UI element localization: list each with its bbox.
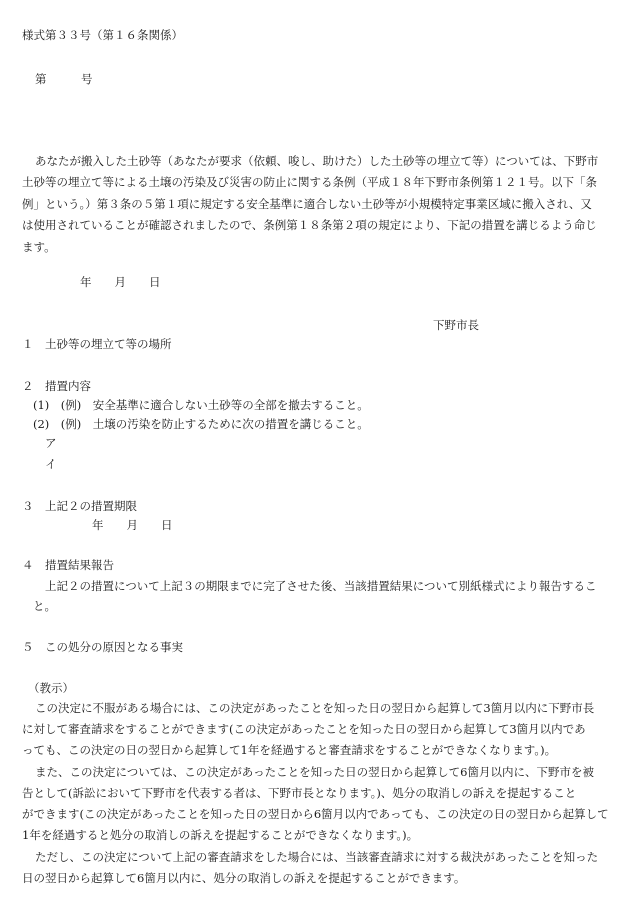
document-number: 第 号 [35, 72, 93, 86]
notice-line: 日の翌日から起算して6箇月以内に、処分の取消しの訴えを提起することができます。 [22, 871, 466, 885]
intro-line: ます。 [22, 240, 56, 254]
section-2-heading: ２ 措置内容 [22, 379, 91, 393]
notice-line: また、この決定については、この決定があったことを知った日の翌日から起算して6箇月以内に、下野市を被 [35, 765, 594, 779]
section-4-text: と。 [33, 599, 56, 613]
issuer-name: 下野市長 [433, 318, 479, 332]
notice-line: ができます(この決定があったことを知った日の翌日から6箇月以内であっても、この決定の日の翌日から起算して [22, 807, 609, 821]
intro-line: 土砂等の埋立て等による土壌の汚染及び災害の防止に関する条例（平成１８年下野市条例第１２１号。以下「条 [22, 175, 597, 189]
section-2-item-2: (2) (例) 土壌の汚染を防止するために次の措置を講じること。 [33, 417, 369, 431]
form-number: 様式第３３号（第１６条関係） [22, 28, 183, 42]
notice-line: っても、この決定の日の翌日から起算して1年を経過すると審査請求をすることができなくなります。)。 [22, 743, 557, 757]
notice-title: （教示） [28, 681, 74, 695]
section-3-heading: ３ 上記２の措置期限 [22, 499, 137, 513]
notice-line: 1年を経過すると処分の取消しの訴えを提起することができなくなります。)。 [22, 828, 419, 842]
section-4-heading: ４ 措置結果報告 [22, 558, 114, 572]
section-3-date: 年 月 日 [92, 518, 173, 532]
section-2-subitem-a: ア [45, 436, 57, 450]
intro-line: 例」という。）第３条の５第１項に規定する安全基準に適合しない土砂等が小規模特定事業区域に搬入され、又 [22, 197, 592, 211]
section-1-heading: １ 土砂等の埋立て等の場所 [22, 337, 172, 351]
notice-line: に対して審査請求をすることができます(この決定があったことを知った日の翌日から起算して3箇月以内であ [22, 722, 586, 736]
section-4-text: 上記２の措置について上記３の期限までに完了させた後、当該措置結果について別紙様式により報告するこ [45, 579, 597, 593]
intro-line: は使用されていることが確認されましたので、条例第１８条第２項の規定により、下記の措置を講じるよう命じ [22, 218, 597, 232]
section-2-item-1: (1) (例) 安全基準に適合しない土砂等の全部を撤去すること。 [33, 398, 369, 412]
notice-line: 告として(訴訟において下野市を代表する者は、下野市長となります。)、処分の取消しの訴えを提起すること [22, 786, 577, 800]
issue-date: 年 月 日 [80, 275, 161, 289]
intro-line: あなたが搬入した土砂等（あなたが要求（依頼、唆し、助けた）した土砂等の埋立て等）については、下野市 [35, 154, 599, 168]
section-2-subitem-i: イ [45, 457, 57, 471]
section-5-heading: ５ この処分の原因となる事実 [22, 640, 183, 654]
notice-line: ただし、この決定について上記の審査請求をした場合には、当該審査請求に対する裁決があったことを知った [35, 850, 599, 864]
notice-line: この決定に不服がある場合には、この決定があったことを知った日の翌日から起算して3箇月以内に下野市長 [35, 701, 595, 715]
